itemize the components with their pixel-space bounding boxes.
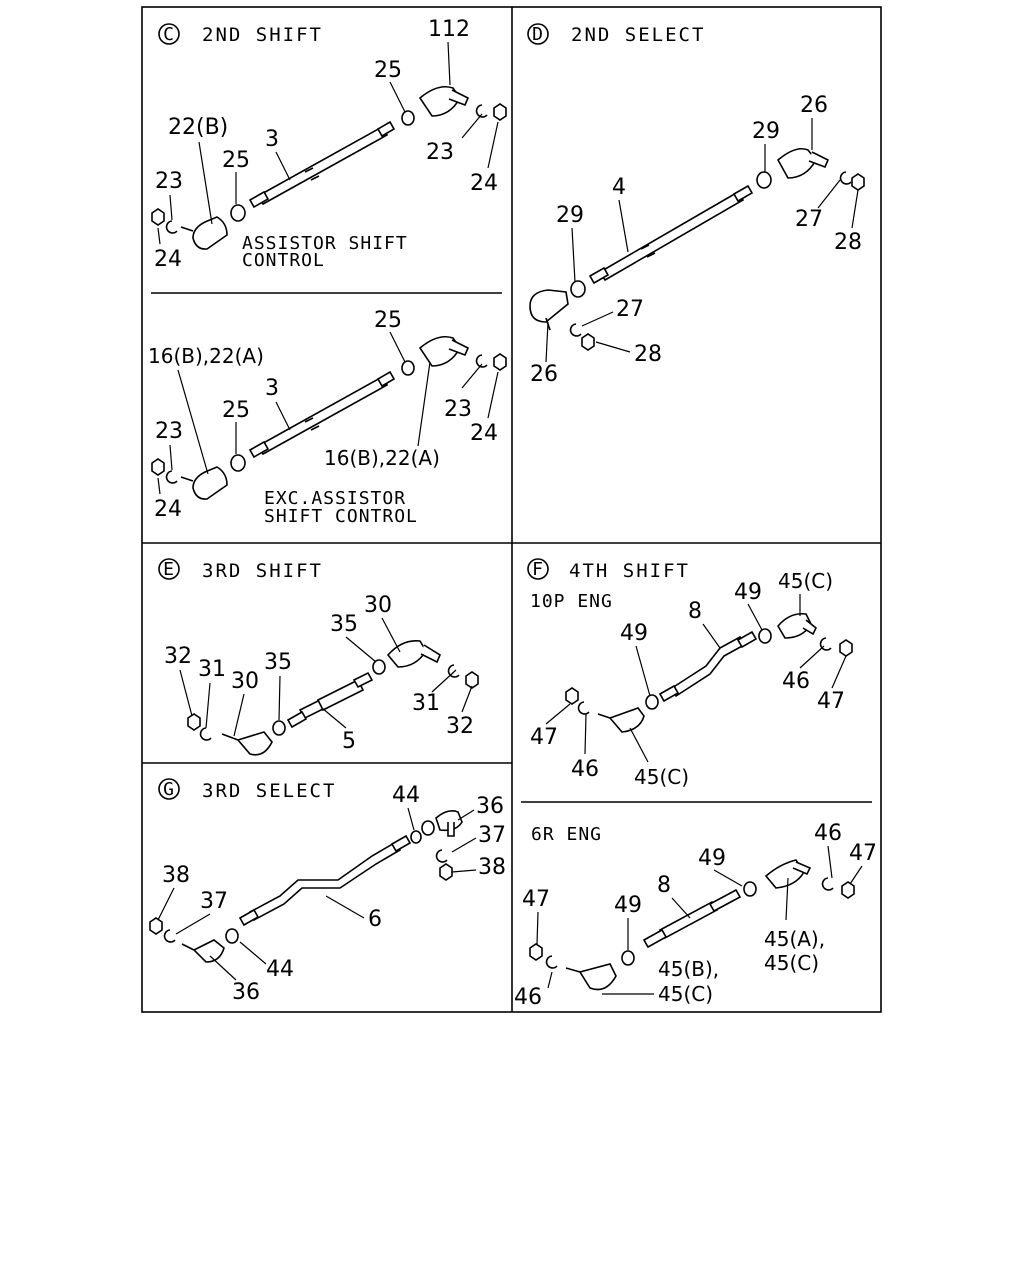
part-number-label: 35 bbox=[264, 650, 292, 675]
part-number-label: 36 bbox=[232, 980, 260, 1005]
part-number-label: 31 bbox=[198, 657, 226, 682]
part-number-label: 26 bbox=[530, 362, 558, 387]
labels-d bbox=[530, 93, 862, 387]
note-exc-assistor-1: EXC.ASSISTOR bbox=[264, 488, 407, 509]
part-number-label: 16(B),22(A) bbox=[148, 344, 264, 368]
part-number-label: 28 bbox=[834, 230, 862, 255]
part-number-label: 22(B) bbox=[168, 115, 229, 140]
section-e-title: 3RD SHIFT bbox=[202, 560, 323, 582]
part-number-label: 29 bbox=[556, 203, 584, 228]
part-number-label: 28 bbox=[634, 342, 662, 367]
part-number-label: 44 bbox=[266, 957, 294, 982]
note-assistor-2: CONTROL bbox=[242, 250, 325, 271]
part-number-label: 25 bbox=[222, 398, 250, 423]
section-e-letter: E bbox=[163, 559, 175, 580]
section-g-title: 3RD SELECT bbox=[202, 780, 337, 802]
part-number-label: 45(C) bbox=[634, 765, 690, 789]
part-number-label: 8 bbox=[688, 599, 702, 624]
part-number-label: 45(B), bbox=[658, 957, 720, 981]
part-number-label: 3 bbox=[265, 127, 279, 152]
part-number-label: 23 bbox=[426, 140, 454, 165]
part-number-label: 49 bbox=[614, 893, 642, 918]
part-number-label: 47 bbox=[817, 689, 845, 714]
f-6r-heading: 6R ENG bbox=[531, 824, 603, 845]
part-number-label: 44 bbox=[392, 783, 420, 808]
part-number-label: 47 bbox=[522, 887, 550, 912]
part-number-label: 24 bbox=[154, 247, 182, 272]
part-number-label: 6 bbox=[368, 907, 382, 932]
panel-d bbox=[528, 24, 864, 387]
part-number-label: 24 bbox=[470, 171, 498, 196]
frame bbox=[142, 7, 881, 1012]
part-number-label: 49 bbox=[734, 580, 762, 605]
labels-e bbox=[164, 593, 474, 754]
part-number-label: 5 bbox=[342, 729, 356, 754]
f-10p-heading: 10P ENG bbox=[530, 591, 613, 612]
part-number-label: 32 bbox=[446, 714, 474, 739]
part-number-label: 35 bbox=[330, 612, 358, 637]
part-number-label: 24 bbox=[154, 497, 182, 522]
part-number-label: 30 bbox=[231, 669, 259, 694]
part-number-label: 46 bbox=[571, 757, 599, 782]
part-number-label: 45(C) bbox=[658, 982, 714, 1006]
note-assistor-1: ASSISTOR SHIFT bbox=[242, 233, 408, 254]
part-number-label: 38 bbox=[478, 855, 506, 880]
part-number-label: 23 bbox=[444, 397, 472, 422]
part-number-label: 23 bbox=[155, 419, 183, 444]
rod-4 bbox=[530, 149, 864, 350]
section-d-title: 2ND SELECT bbox=[571, 24, 706, 46]
part-number-label: 45(C) bbox=[778, 569, 834, 593]
part-number-label: 27 bbox=[616, 297, 644, 322]
part-number-label: 36 bbox=[476, 794, 504, 819]
part-number-label: 46 bbox=[782, 669, 810, 694]
part-number-label: 49 bbox=[698, 846, 726, 871]
section-c-title: 2ND SHIFT bbox=[202, 24, 323, 46]
section-g-letter: G bbox=[163, 779, 175, 800]
panel-c bbox=[148, 17, 506, 527]
panel-g bbox=[150, 779, 506, 1005]
part-number-label: 29 bbox=[752, 119, 780, 144]
part-number-label: 49 bbox=[620, 621, 648, 646]
part-number-label: 112 bbox=[428, 17, 470, 42]
part-number-label: 37 bbox=[200, 889, 228, 914]
note-exc-assistor-2: SHIFT CONTROL bbox=[264, 506, 418, 527]
part-number-label: 25 bbox=[374, 58, 402, 83]
part-number-label: 25 bbox=[222, 148, 250, 173]
part-number-label: 47 bbox=[530, 725, 558, 750]
part-number-label: 30 bbox=[364, 593, 392, 618]
part-number-label: 37 bbox=[478, 823, 506, 848]
part-number-label: 46 bbox=[814, 821, 842, 846]
section-f-title: 4TH SHIFT bbox=[569, 560, 690, 582]
part-number-label: 47 bbox=[849, 841, 877, 866]
rod-6 bbox=[150, 811, 462, 962]
part-number-label: 23 bbox=[155, 169, 183, 194]
part-number-label: 24 bbox=[470, 421, 498, 446]
part-number-label: 4 bbox=[612, 175, 626, 200]
part-number-label: 32 bbox=[164, 644, 192, 669]
part-number-label: 3 bbox=[265, 376, 279, 401]
part-number-label: 8 bbox=[657, 873, 671, 898]
panel-f bbox=[514, 559, 877, 1010]
section-d-letter: D bbox=[532, 24, 544, 45]
rod-3-upper bbox=[152, 87, 506, 249]
part-number-label: 38 bbox=[162, 863, 190, 888]
part-number-label: 27 bbox=[795, 207, 823, 232]
panel-e bbox=[159, 559, 478, 755]
part-number-label: 46 bbox=[514, 985, 542, 1010]
section-c-letter: C bbox=[163, 24, 175, 45]
part-number-label: 45(A), bbox=[764, 927, 826, 951]
part-number-label: 26 bbox=[800, 93, 828, 118]
part-number-label: 25 bbox=[374, 308, 402, 333]
part-number-label: 45(C) bbox=[764, 951, 820, 975]
section-f-letter: F bbox=[532, 559, 544, 580]
part-number-label: 31 bbox=[412, 691, 440, 716]
part-number-label: 16(B),22(A) bbox=[324, 446, 440, 470]
